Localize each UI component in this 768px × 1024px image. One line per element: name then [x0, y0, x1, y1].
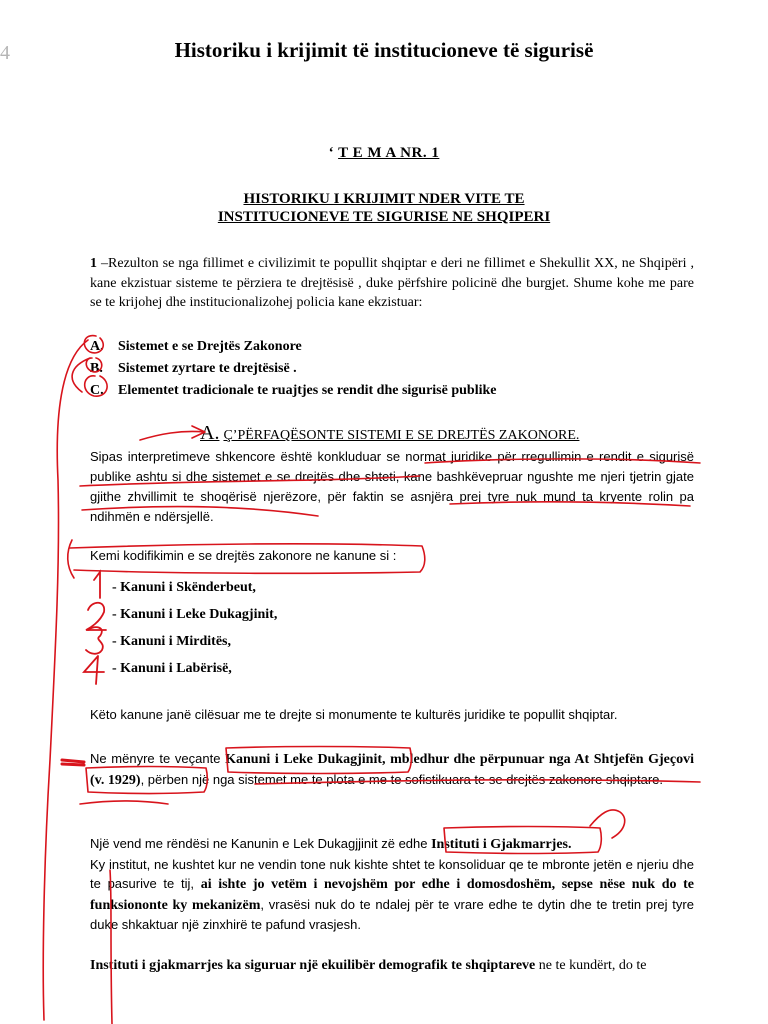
chapter-title — [0, 190, 768, 226]
list-item: - Kanuni i Skënderbeut, — [112, 580, 256, 595]
list-item: - Kanuni i Labërisë, — [112, 661, 232, 676]
ink-curve-ab — [72, 358, 90, 392]
handwritten-one — [94, 572, 100, 598]
list-item: - Kanuni i Leke Dukagjinit, — [112, 607, 278, 622]
text-run: , përben një nga sistemet me te plota e me te sofistikuara te se drejtës zakonore shqiptare. — [140, 772, 664, 787]
chapter-title-line1: HISTORIKU I KRIJIMIT NDER VITE TE — [243, 191, 525, 207]
tema-label: T E M A NR. 1 — [338, 145, 440, 161]
list-letter: B. — [90, 361, 103, 376]
paragraph-intro-text: –Rezulton se nga fillimet e civilizimit te popullit shqiptar e deri ne fillimet e Shekullit XX, ne Shqipëri , kane ekzistuar sisteme te përziera te drejtësisë , duke përfshire policinë dhe burgjet. Shume kohe me pare se te krijohej dhe institucionalizohej policia kane ekzistuar: — [90, 256, 694, 310]
bold-run: Instituti i gjakmarrjes ka siguruar një ekuilibër demografik te shqiptareve — [90, 958, 536, 973]
list-item: - Kanuni i Mirditës, — [112, 634, 232, 649]
handwritten-two — [86, 603, 106, 630]
section-heading — [200, 422, 579, 445]
paragraph-codification: Kemi kodifikimin e se drejtës zakonore ne kanune si : — [90, 548, 397, 563]
tema-prefix: ‘ — [328, 145, 339, 161]
bold-run: ai ishte jo vetëm i nevojshëm por edhe i domosdoshëm, sepse nëse nuk do te funksiononte ky mekanizëm — [90, 877, 694, 913]
paragraph-monuments: Këto kanune janë cilësuar me te drejte si monumente te kulturës juridike te popullit shqiptar. — [90, 707, 618, 722]
page-header-title: Historiku i krijimit të institucioneve të sigurisë — [174, 38, 594, 62]
ink-bracket-line — [43, 340, 88, 1020]
text-run: Një vend me rëndësi ne Kanunin e Lek Dukagjjinit zë edhe — [90, 836, 432, 851]
ink-bracket-codification — [68, 540, 74, 578]
list-item — [90, 336, 497, 358]
paragraph-dukagjini — [90, 749, 694, 791]
text-run: Ne mënyre te veçante — [90, 751, 226, 766]
list-item — [90, 358, 497, 380]
list-text: Sistemet zyrtare te drejtësisë . — [118, 361, 297, 376]
text-run: ne te kundërt, do te — [535, 958, 647, 973]
paragraph-intro — [90, 254, 694, 313]
chapter-title-line2: INSTITUCIONEVE TE SIGURISE NE SHQIPERI — [217, 209, 551, 225]
section-letter: A. — [200, 422, 220, 444]
paragraph-number: 1 — [90, 256, 97, 271]
kanun-list — [112, 574, 277, 682]
ink-marker — [62, 760, 84, 765]
list-letter: A. — [90, 339, 104, 354]
tema-heading — [0, 145, 768, 162]
page-number: 4 — [0, 42, 10, 64]
list-text: Sistemet e se Drejtës Zakonore — [118, 339, 302, 354]
handwritten-three — [86, 627, 103, 654]
text-run: Ky institut, ne kushtet kur ne vendin tone nuk kishte shtet te konsoliduar qe te mbronte jetën e njeriu dhe te pasurive te tij, — [90, 856, 694, 891]
handwritten-four — [84, 656, 104, 684]
bold-run: Instituti i Gjakmarrjes. — [431, 837, 572, 852]
paragraph-equilibrium — [90, 956, 694, 976]
paragraph-gjakmarrja — [90, 834, 694, 935]
section-title: Ç’PËRFAQËSONTE SISTEMI E SE DREJTËS ZAKONORE. — [223, 428, 580, 443]
paragraph-interpretation: Sipas interpretimeve shkencore është konkluduar se normat juridike për rregullimin e rendit e sigurisë publike ashtu si dhe sistemet e se drejtës dhe shteti, kane bashkëvepruar ngushte me njeri tjetrin gjate gjithe zhvillimit te shoqërisë njerëzore, për faktin se asnjëra prej tyre nuk mund ta kryente rolin pa ndihmën e ndërsjellë. — [90, 449, 694, 524]
text-run: , vrasësi nuk do te ndalej për te vrare edhe te dytin dhe te tretin prej tyre duke shkaktuar një zinxhirë te pafund vrasjesh. — [90, 896, 694, 932]
systems-list — [90, 336, 497, 402]
bold-run: Kanuni i Leke Dukagjinit, mbledhur dhe përpunuar nga At Shtjefën Gjeçovi (v. 1929) — [90, 752, 694, 788]
list-text: Elementet tradicionale te ruajtjes se rendit dhe sigurisë publike — [118, 383, 497, 398]
list-letter: C. — [90, 383, 104, 398]
ink-underline-6 — [80, 801, 168, 804]
ink-arrow-section — [140, 426, 205, 440]
list-item — [90, 380, 497, 402]
